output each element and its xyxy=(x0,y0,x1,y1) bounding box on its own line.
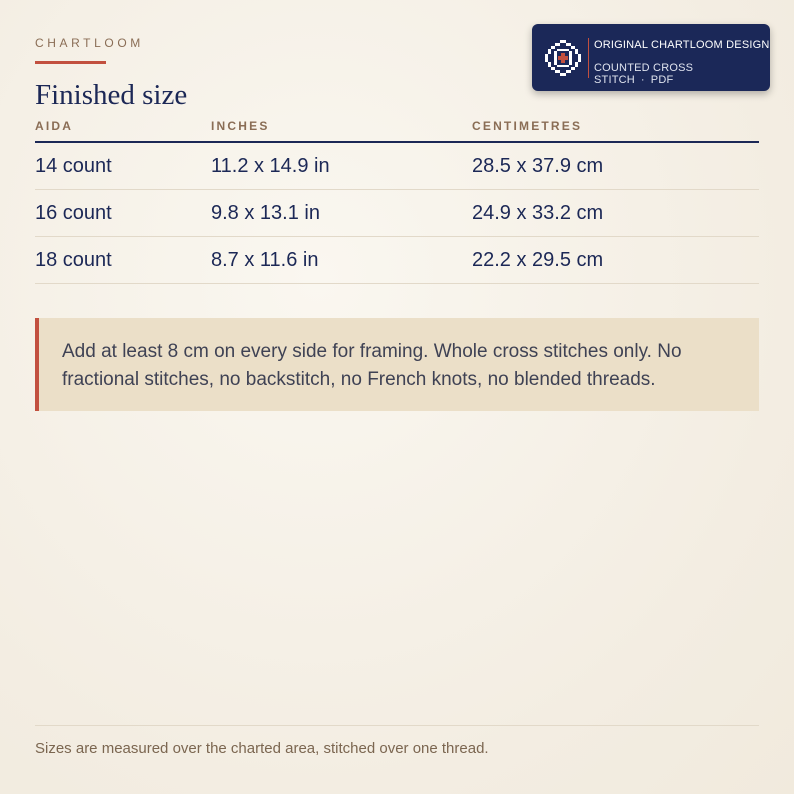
inches-cell: 8.7 x 11.6 in xyxy=(211,237,472,284)
page-title: Finished size xyxy=(35,79,188,111)
column-header-aida: AIDA xyxy=(35,119,211,142)
aida-count-cell: 14 count xyxy=(35,142,211,190)
aida-count-cell: 18 count xyxy=(35,237,211,284)
badge-subtitle xyxy=(594,62,770,86)
inches-cell: 11.2 x 14.9 in xyxy=(211,142,472,190)
table-row xyxy=(35,142,759,190)
badge-separator: · xyxy=(640,74,645,86)
badge-title: ORIGINAL CHARTLOOM DESIGN xyxy=(594,39,770,51)
framing-note: Add at least 8 cm on every side for framing. Whole cross stitches only. No fractional stitches, no backstitch, no French knots, no blended threads. xyxy=(35,318,759,411)
brand-name: CHARTLOOM xyxy=(35,36,144,50)
table-row xyxy=(35,237,759,284)
footer-divider xyxy=(35,725,759,726)
centimetres-cell: 28.5 x 37.9 cm xyxy=(472,142,759,190)
column-header-inches: INCHES xyxy=(211,119,472,142)
inches-cell: 9.8 x 13.1 in xyxy=(211,190,472,237)
badge-filetype-label: PDF xyxy=(650,74,674,86)
design-badge xyxy=(532,24,770,91)
badge-format-label: COUNTED CROSS STITCH xyxy=(594,62,694,86)
column-header-centimetres: CENTIMETRES xyxy=(472,119,759,142)
finished-size-table xyxy=(35,119,759,284)
footer-note: Sizes are measured over the charted area, stitched over one thread. xyxy=(35,740,489,757)
centimetres-cell: 24.9 x 33.2 cm xyxy=(472,190,759,237)
centimetres-cell: 22.2 x 29.5 cm xyxy=(472,237,759,284)
badge-divider xyxy=(588,38,589,78)
table-row xyxy=(35,190,759,237)
aida-count-cell: 16 count xyxy=(35,190,211,237)
brand-underline xyxy=(35,61,106,64)
cross-stitch-motif-icon xyxy=(543,38,583,78)
table-header-row xyxy=(35,119,759,142)
